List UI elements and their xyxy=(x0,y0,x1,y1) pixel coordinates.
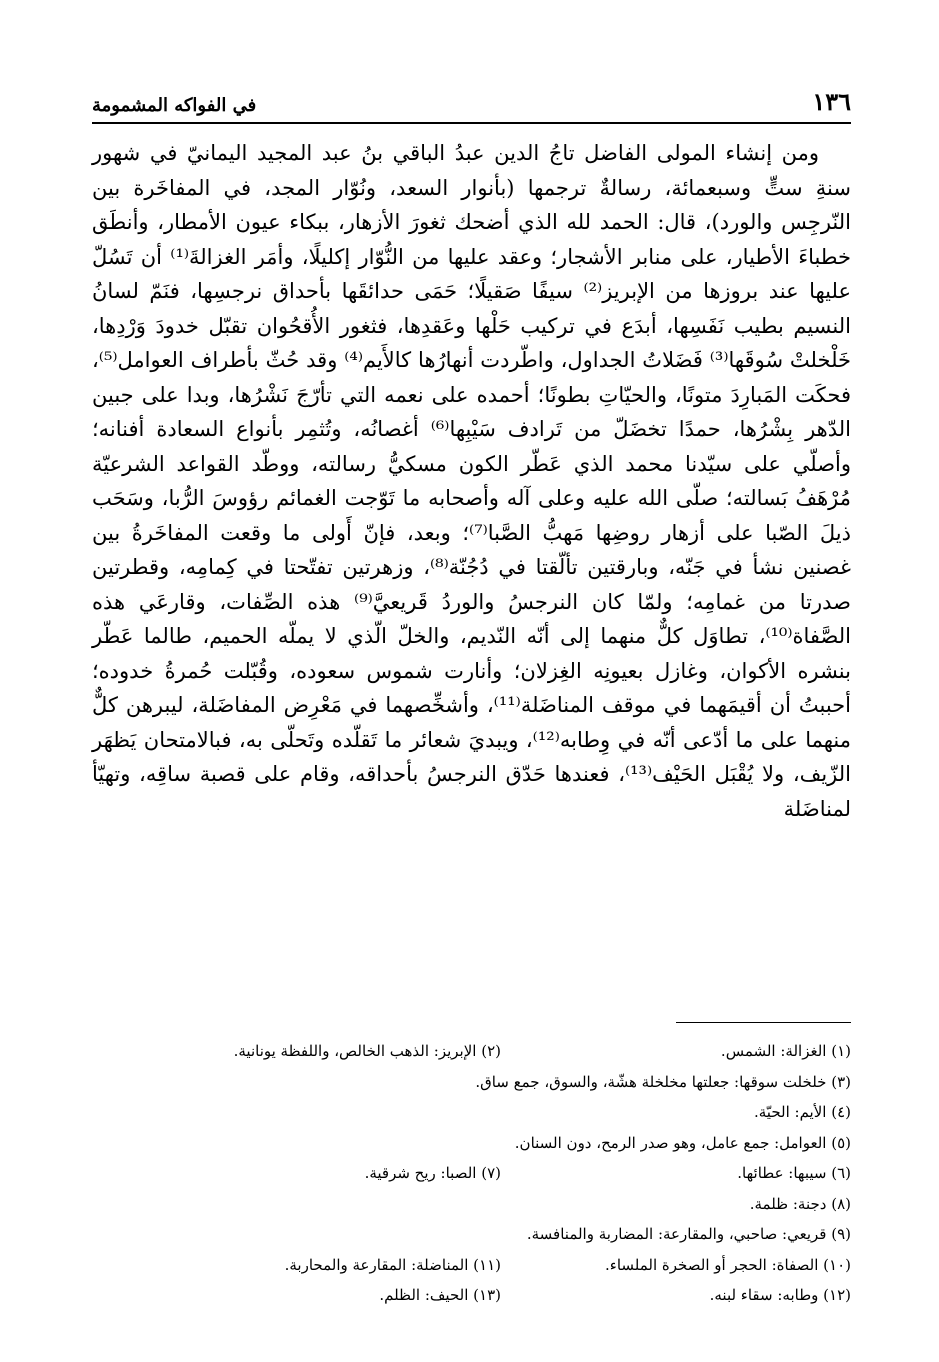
footnote-row xyxy=(92,1128,851,1159)
footnote-row xyxy=(92,1219,851,1250)
footnote-7: (٧) الصبا: ريح شرقية. xyxy=(364,1164,501,1182)
footnote-9: (٩) قريعي: صاحبي، والمقارعة: المضاربة والمنافسة. xyxy=(526,1225,851,1243)
footnote-divider xyxy=(676,1022,851,1023)
footnote-row xyxy=(92,1189,851,1220)
footnote-4: (٤) الأيم: الحيّة. xyxy=(753,1103,851,1121)
footnote-10: (١٠) الصفاة: الحجر أو الصخرة الملساء. xyxy=(605,1255,851,1274)
footnote-6: (٦) سيبها: عطائها. xyxy=(737,1164,851,1182)
page-header xyxy=(92,76,851,124)
footnote-3: (٣) خلخلت سوقها: جعلتها مخلخلة هشّة، والسوق، جمع ساق. xyxy=(475,1072,851,1091)
footnote-5: (٥) العوامل: جمع عامل، وهو صدر الرمح، دون السنان. xyxy=(514,1133,851,1152)
footnote-12: (١٢) وطابه: سقاء لبنه. xyxy=(709,1286,851,1304)
page-number: ١٣٦ xyxy=(812,87,851,116)
main-text xyxy=(92,136,851,826)
footnote-row xyxy=(92,1036,851,1067)
footnote-11: (١١) المناضلة: المقارعة والمحاربة. xyxy=(284,1255,501,1274)
footnote-row xyxy=(92,1067,851,1098)
running-title: في الفواكه المشمومة xyxy=(92,95,257,116)
footnote-13: (١٣) الحيف: الظلم. xyxy=(379,1286,501,1304)
footnote-row xyxy=(92,1158,851,1189)
footnote-1: (١) الغزالة: الشمس. xyxy=(720,1042,851,1060)
footnote-row xyxy=(92,1280,851,1311)
footnotes xyxy=(92,1036,851,1311)
body-paragraph: ومن إنشاء المولى الفاضل تاجُ الدين عبدُ الباقي بنُ عبد المجيد اليمانيّ في شهور سنةِ ستٍّ وسبعمائة، رسالةٌ ترجمها (بأنوار السعد، ونُوّار المجد، في المفاخَرة بين النّرجِس والورد)، قال: الحمد لله الذي أضحك ثغورَ الأزهار، ببكاء عيون الأمطار، وأنطَق خطباءَ الأطيار، على منابر الأشجار؛ وعقد عليها من النُّوّار إكليلًا، وأمَر الغزالةَ⁽¹⁾ أن تَسُلّ عليها عند بروزها من الإبريز⁽²⁾ سيفًا صَقيلًا؛ حَمَى حدائقَها بأحداق نرجسِها، فنَمّ لسانُ النسيم بطيب نَفَسِها، أبدَع في تركيب حَلْها وعَقدِها، فثغور الأُقحُوان تقبّل خدودَ وَرْدِها، خَلْخلتْ سُوقَها⁽³⁾ فَضَلاتُ الجداول، واطّردت أنهارُها كالأَيم⁽⁴⁾ وقد حُثّ بأطراف العوامل⁽⁵⁾، فحكَت المَبارِدَ متونًا، والحيّاتِ بطونًا؛ أحمده على نعمه التي تأرّجَ نَشْرُها، وبدا على جبين الدّهر بِشْرُها، حمدًا تخضَلّ من تَرادف سَيْبِها⁽⁶⁾ أغصانُه، وتُثمِر بأنواع السعادة أفنانه؛ وأصلّي على سيّدنا محمد الذي عَطّر الكون مسكيُّ رسالته، ووطّد القواعد الشرعيّة مُرْهَفُ بَسالته؛ صلّى الله عليه وعلى آله وأصحابه ما تَوّجت الغمائم رؤوسَ الرُّبا، وسَحَب ذيلَ الصّبا على أزهار روضِها مَهبُّ الصَّبا⁽⁷⁾؛ وبعد، فإنّ أَولى ما وقعت المفاخَرةُ بين غصنين نشأ في جَنّه، وبارقتين تألّقتا في دُجُنّة⁽⁸⁾، وزهرتين تفتّحتا في كِمامِه، وقطرتين صدرتا من غمامِه؛ ولمّا كان النرجسُ والوردُ قَريعيَّ⁽⁹⁾ هذه الصِّفات، وقارعَي هذه الصَّفاة⁽¹⁰⁾، تطاوَل كلٌّ منهما إلى أنّه النّديم، والخلّ الّذي لا يملّه الحميم، طالما عَطّر بنشره الأكوان، وغازل بعيونِه الغِزلان؛ وأنارت شموس سعوده، وقُبّلت حُمرةُ خدوده؛ أحببتُ أن أقيمَهما في موقف المناضَلة⁽¹¹⁾، وأشخِّصهما في مَعْرِض المفاضَلة، ليبرهن كلٌّ منهما على ما أدّعى أنّه في وِطابه⁽¹²⁾، ويبديَ شعائر ما تَقلّده وتَحلّى به، فبالامتحان يَظهَر الزّيف، ولا يُقْبَل الحَيْف⁽¹³⁾، فعندها حَدّق النرجسُ بأحداقه، وقام على قصبة ساقِه، وتهيّأ لمناضَلة xyxy=(92,141,852,821)
footnote-2: (٢) الإبريز: الذهب الخالص، واللفظة يونانية. xyxy=(233,1042,501,1060)
footnote-row xyxy=(92,1250,851,1281)
footnote-row xyxy=(92,1097,851,1128)
footnote-8: (٨) دجنة: ظلمة. xyxy=(749,1194,851,1213)
